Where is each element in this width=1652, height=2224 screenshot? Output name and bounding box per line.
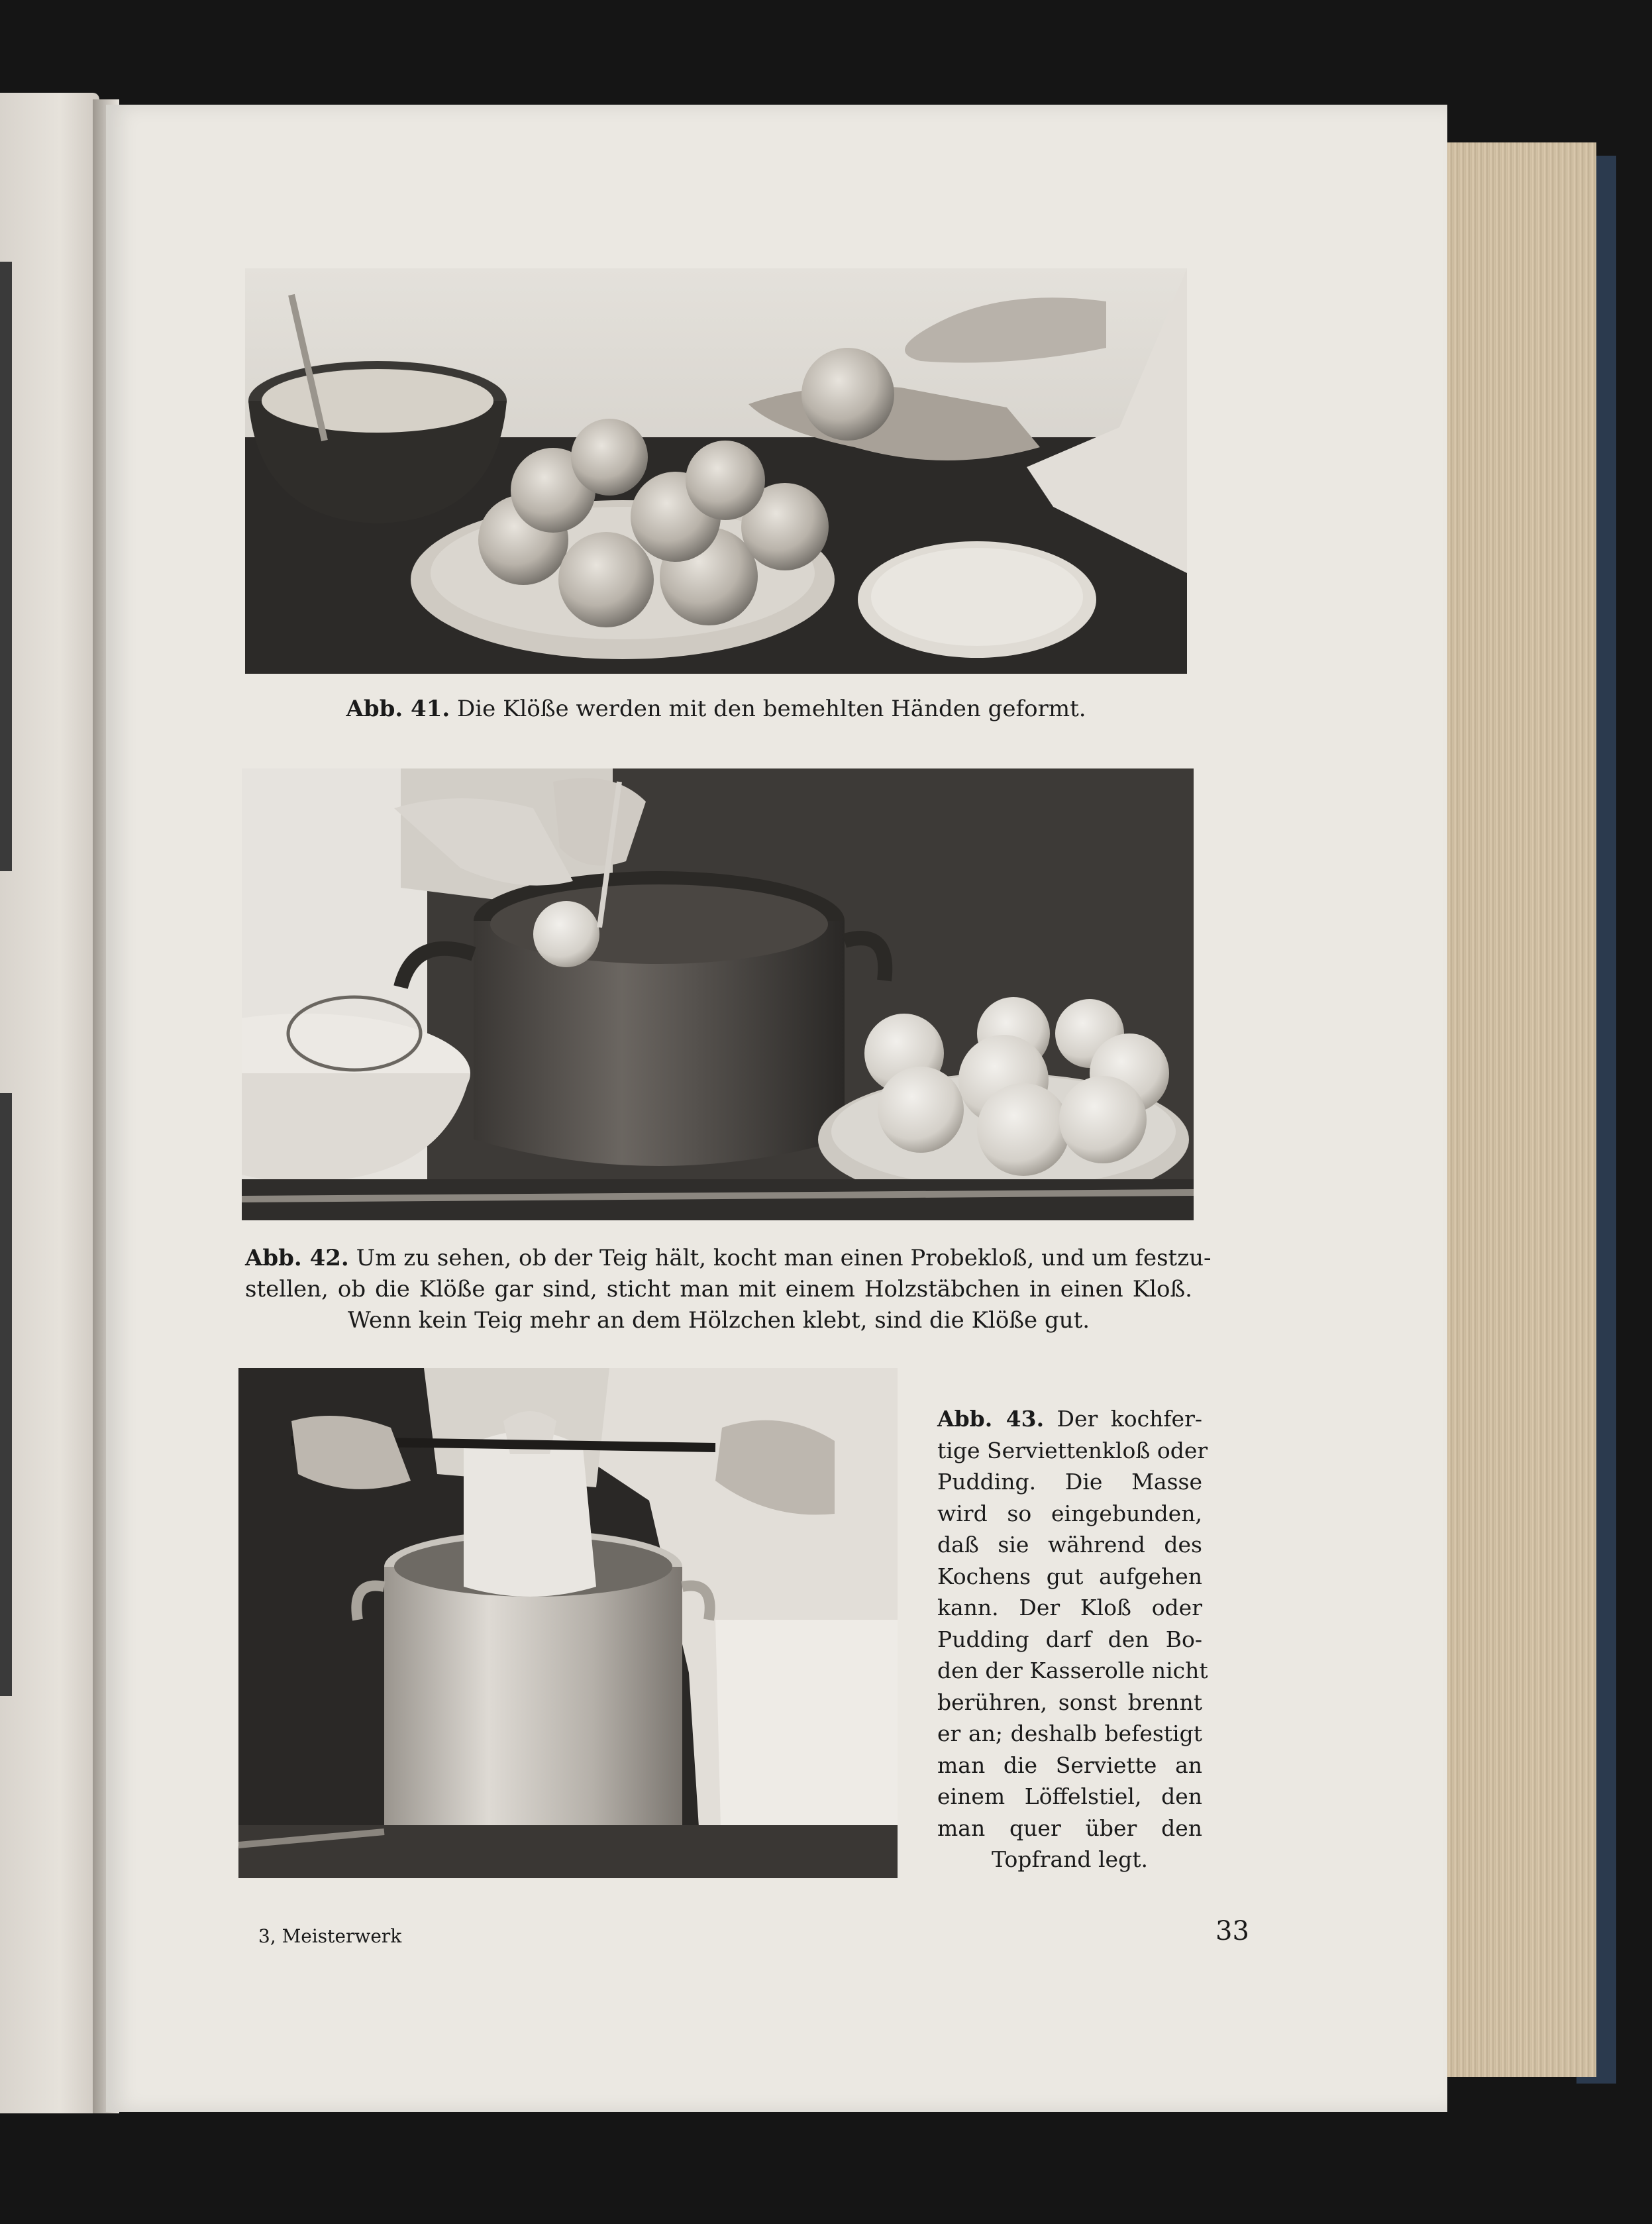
- figure-42-label: Abb. 42.: [245, 1245, 349, 1271]
- figure-43-text-line: Der kochfer-: [1057, 1406, 1202, 1432]
- figure-42-caption-line: [245, 1243, 1212, 1274]
- page-block-edge: [1447, 142, 1596, 2077]
- figure-43-photo: [238, 1368, 898, 1878]
- figure-43-text-line: berühren, sonst brennt: [937, 1689, 1202, 1715]
- figure-43-text-line: tige Serviettenkloß oder: [937, 1437, 1208, 1463]
- figure-41-text: Die Klöße werden mit den bemehlten Händen geformt.: [457, 696, 1086, 722]
- figure-42-caption: [245, 1243, 1212, 1336]
- figure-43-text-line: man quer über den: [937, 1815, 1202, 1841]
- figure-43-text-line: kann. Der Kloß oder: [937, 1595, 1202, 1620]
- page-number: 33: [1215, 1916, 1249, 1946]
- figure-43-caption: [937, 1403, 1208, 1876]
- figure-43-text-line: daß sie während des: [937, 1532, 1202, 1558]
- left-page-photo-edge: [0, 1093, 12, 1696]
- figure-43-text-line: er an; deshalb befestigt: [937, 1721, 1202, 1746]
- page-signature: 3, Meisterwerk: [258, 1925, 402, 1947]
- figure-43-text-line: Pudding darf den Bo-: [937, 1626, 1202, 1652]
- figure-41-caption: [245, 694, 1187, 725]
- figure-42-text-line-3: Wenn kein Teig mehr an dem Hölzchen klebt, sind die Klöße gut.: [347, 1307, 1090, 1334]
- figure-43-text-line: den der Kasserolle nicht: [937, 1658, 1208, 1683]
- left-page-photo-edge: [0, 262, 12, 871]
- figure-43-caption-line: [937, 1403, 1202, 1435]
- figure-41-label: Abb. 41.: [346, 696, 450, 722]
- figure-43-text-line: wird so eingebunden,: [937, 1500, 1202, 1526]
- figure-43-text-line: Kochens gut aufgehen: [937, 1563, 1202, 1589]
- figure-42-text-line-1: Um zu sehen, ob der Teig hält, kocht man einen Probekloß, und um festzu-: [356, 1245, 1212, 1271]
- figure-43-text-line: einem Löffelstiel, den: [937, 1783, 1202, 1809]
- figure-43-text-line: Pudding. Die Masse: [937, 1469, 1202, 1495]
- figure-41-photo: [245, 268, 1187, 674]
- figure-43-label: Abb. 43.: [937, 1406, 1045, 1432]
- figure-43-text-line: man die Serviette an: [937, 1752, 1202, 1778]
- figure-42-text-line-2: stellen, ob die Klöße gar sind, sticht man mit einem Holzstäbchen in einen Kloß.: [245, 1276, 1192, 1302]
- figure-42-photo: [242, 768, 1194, 1220]
- facing-left-page: [0, 93, 99, 2113]
- figure-43-text-line: Topfrand legt.: [992, 1846, 1148, 1872]
